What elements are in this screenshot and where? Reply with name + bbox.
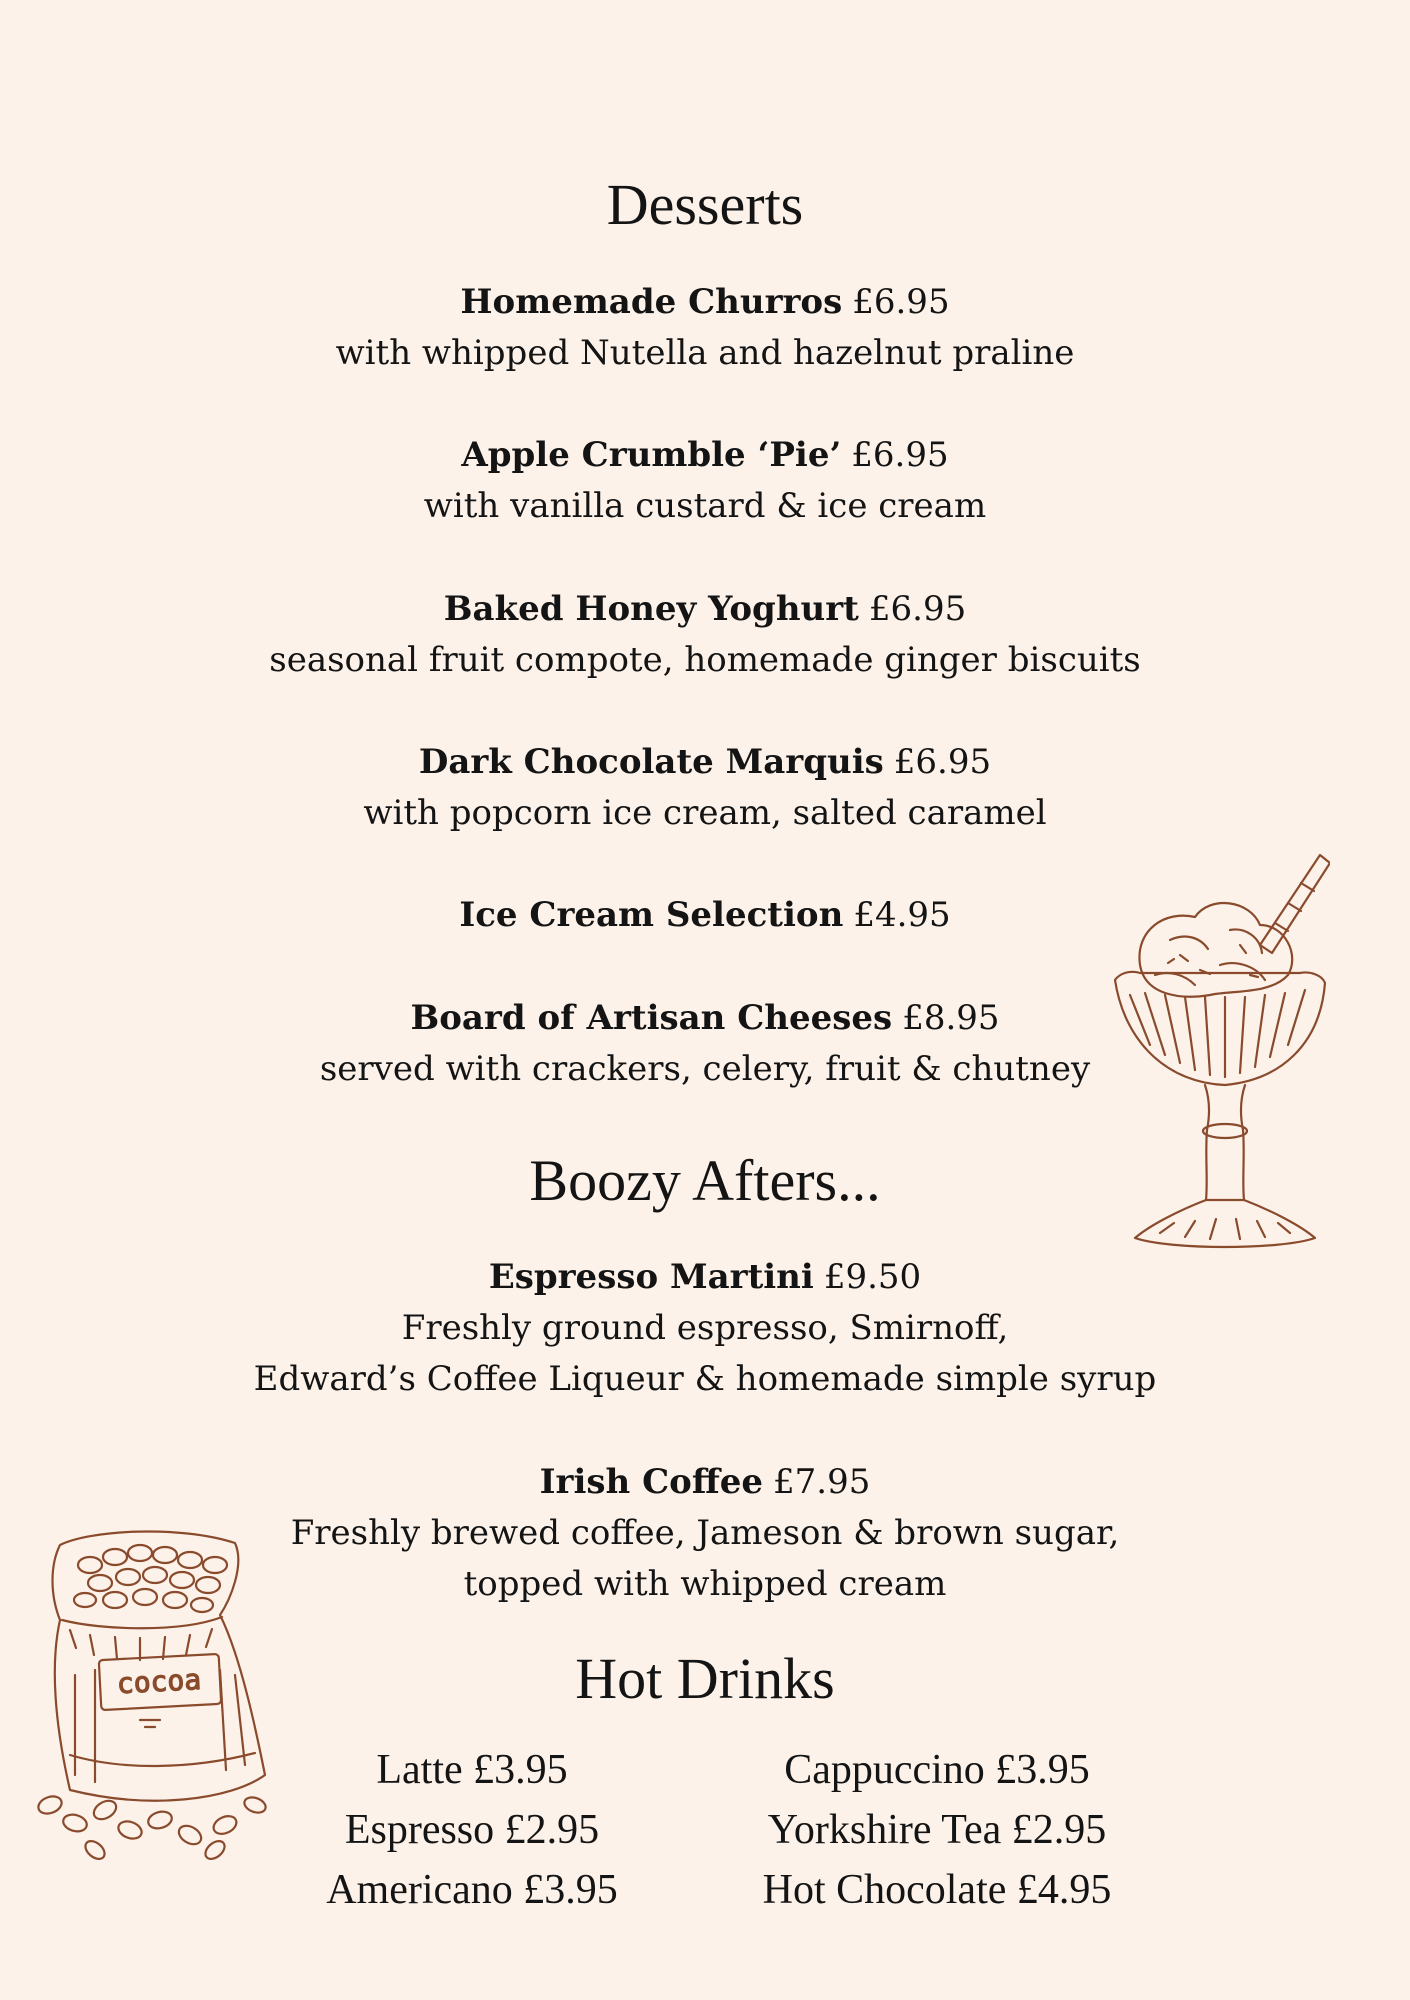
item-description: with vanilla custard & ice cream — [423, 486, 987, 526]
dessert-item — [0, 584, 1410, 686]
item-description: seasonal fruit compote, homemade ginger biscuits — [269, 640, 1141, 680]
hot-drinks-right-column — [727, 1740, 1147, 1920]
item-price: £9.50 — [823, 1257, 922, 1297]
item-price: £7.95 — [773, 1462, 871, 1502]
item-description-line: Freshly brewed coffee, Jameson & brown sugar, — [290, 1513, 1120, 1553]
dessert-item — [0, 430, 1410, 532]
item-price: £6.95 — [851, 435, 949, 475]
drink-item: Latte £3.95 — [376, 1747, 568, 1793]
item-price: £6.95 — [868, 589, 967, 629]
ice-cream-sundae-illustration — [1110, 845, 1330, 1255]
item-price: £4.95 — [853, 895, 951, 935]
item-name: Homemade Churros — [460, 282, 843, 322]
item-name: Baked Honey Yoghurt — [443, 589, 859, 629]
item-price: £6.95 — [893, 742, 992, 782]
item-name: Dark Chocolate Marquis — [418, 742, 884, 782]
item-name: Apple Crumble ‘Pie’ — [461, 435, 842, 475]
cocoa-sack-illustration — [30, 1525, 275, 1865]
item-description-line: Edward’s Coffee Liqueur & homemade simple syrup — [253, 1359, 1157, 1399]
item-name: Irish Coffee — [539, 1462, 763, 1502]
item-description: with popcorn ice cream, salted caramel — [363, 793, 1047, 833]
item-name: Ice Cream Selection — [459, 895, 844, 935]
item-price: £6.95 — [852, 282, 950, 322]
drink-item: Cappuccino £3.95 — [784, 1747, 1090, 1793]
item-description: with whipped Nutella and hazelnut praline — [335, 333, 1075, 373]
cocoa-label: cocoa — [116, 1662, 202, 1701]
desserts-heading: Desserts — [606, 172, 804, 237]
dessert-item — [0, 277, 1410, 379]
drink-item: Americano £3.95 — [326, 1867, 618, 1913]
hot-drinks-heading: Hot Drinks — [575, 1646, 835, 1711]
hot-drinks-left-column — [262, 1740, 682, 1920]
drink-item: Yorkshire Tea £2.95 — [767, 1807, 1107, 1853]
item-description-line: Freshly ground espresso, Smirnoff, — [401, 1308, 1009, 1348]
item-description-line: topped with whipped cream — [463, 1564, 947, 1604]
boozy-afters-heading: Boozy Afters... — [529, 1148, 881, 1213]
drink-item: Hot Chocolate £4.95 — [762, 1867, 1112, 1913]
item-name: Espresso Martini — [488, 1257, 814, 1297]
boozy-item — [0, 1252, 1410, 1405]
item-price: £8.95 — [902, 998, 1000, 1038]
item-name: Board of Artisan Cheeses — [410, 998, 893, 1038]
drink-item: Espresso £2.95 — [344, 1807, 600, 1853]
item-description: served with crackers, celery, fruit & chutney — [319, 1049, 1091, 1089]
dessert-item — [0, 737, 1410, 839]
